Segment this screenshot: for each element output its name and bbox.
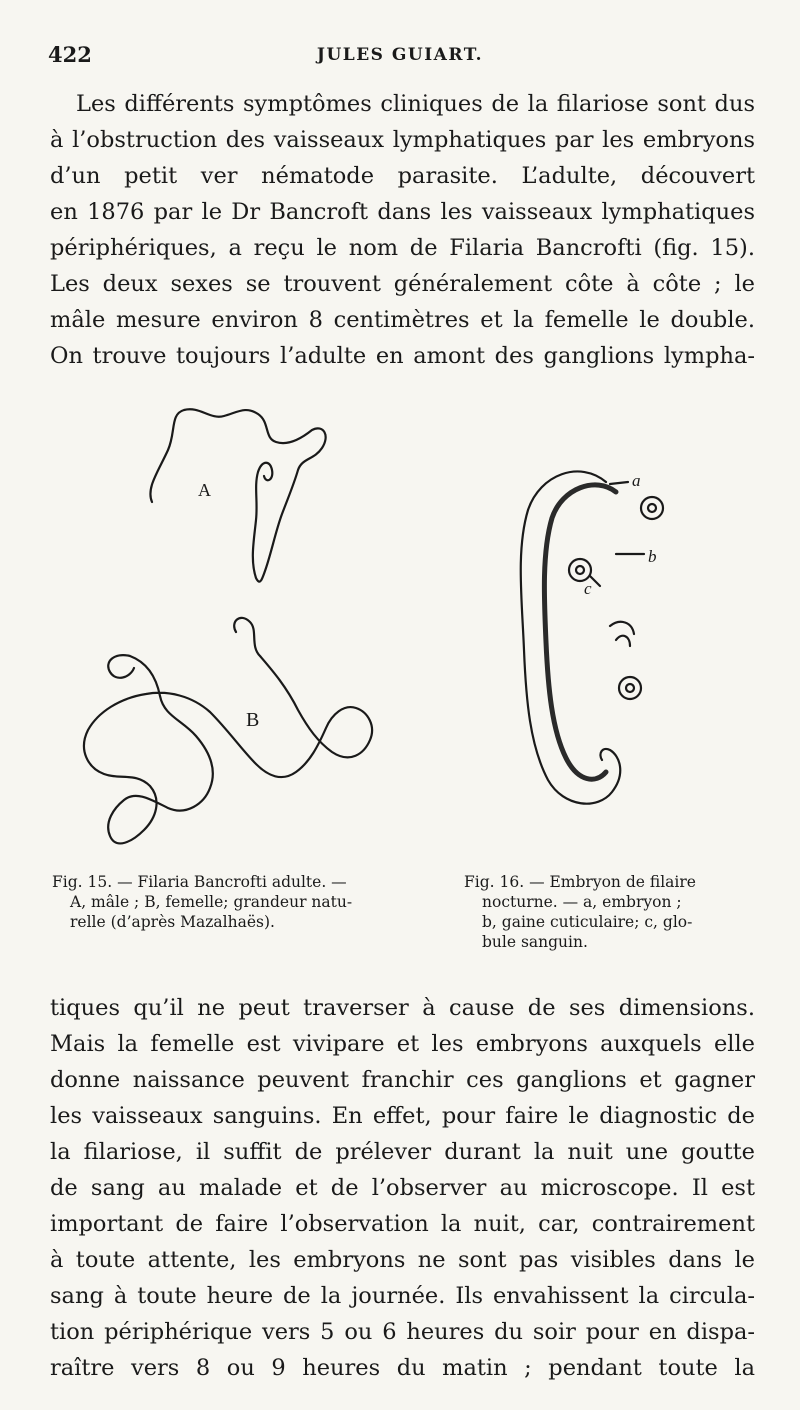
figures-block [50, 390, 755, 990]
page-number: 422 [48, 42, 92, 67]
figure-label-small-b: b [648, 547, 657, 566]
embryo-body-drawing [544, 485, 616, 779]
text-line: On trouve toujours l’adulte en amont des ganglions lympha- [50, 343, 755, 369]
caption-line: A, mâle ; B, femelle; grandeur natu- [70, 893, 353, 911]
text-line: Les deux sexes se trouvent généralement côte à côte ; le [50, 271, 755, 297]
caption-line: nocturne. — a, embryon ; [482, 893, 682, 911]
page-header [48, 42, 752, 72]
text-line: Les différents symptômes cliniques de la filariose sont dus [76, 91, 755, 117]
blood-globule-stack [610, 622, 634, 646]
text-line: raître vers 8 ou 9 heures du matin ; pendant toute la [50, 1355, 755, 1381]
caption-line: bule sanguin. [482, 933, 588, 951]
blood-globule [569, 559, 591, 581]
figure-label-small-c: c [584, 579, 592, 598]
text-line: donne naissance peuvent franchir ces ganglions et gagner [50, 1067, 755, 1093]
paragraph-2 [50, 990, 755, 1386]
figure-illustrations [50, 390, 755, 870]
text-line: les vaisseaux sanguins. En effet, pour faire le diagnostic de [50, 1103, 755, 1129]
caption-line: b, gaine cuticulaire; c, glo- [482, 913, 693, 931]
text-line: à l’obstruction des vaisseaux lymphatiques par les embryons [50, 127, 755, 153]
embryo-sheath-drawing [521, 471, 621, 803]
blood-globule [641, 497, 663, 519]
text-line: périphériques, a reçu le nom de Filaria Bancrofti (fig. 15). [50, 235, 755, 261]
text-line: tiques qu’il ne peut traverser à cause de ses dimensions. [50, 995, 755, 1021]
running-head: JULES GUIART. [316, 45, 484, 65]
caption-line: relle (d’après Mazalhaës). [70, 913, 275, 931]
blood-globule [619, 677, 641, 699]
paragraph-1 [50, 86, 755, 374]
text-line: de sang au malade et de l’observer au microscope. Il est [50, 1175, 755, 1201]
figure-label-a: A [198, 480, 211, 500]
text-line: tion périphérique vers 5 ou 6 heures du soir pour en dispa- [50, 1319, 755, 1345]
figure-15-caption [52, 872, 442, 932]
text-line: important de faire l’observation la nuit, car, contrairement [50, 1211, 755, 1237]
caption-line: Fig. 16. — Embryon de filaire [464, 873, 696, 891]
caption-line: Fig. 15. — Filaria Bancrofti adulte. — [52, 873, 347, 891]
figure-16-caption [464, 872, 756, 952]
text-line: d’un petit ver nématode parasite. L’adulte, découvert [50, 163, 755, 189]
text-line: en 1876 par le Dr Bancroft dans les vaisseaux lymphatiques [50, 199, 755, 225]
text-line: Mais la femelle est vivipare et les embryons auxquels elle [50, 1031, 755, 1057]
text-line: à toute attente, les embryons ne sont pas visibles dans le [50, 1247, 755, 1273]
male-worm-drawing [150, 409, 325, 581]
text-line: mâle mesure environ 8 centimètres et la femelle le double. [50, 307, 755, 333]
text-line: la filariose, il suffit de prélever durant la nuit une goutte [50, 1139, 755, 1165]
female-worm-drawing [84, 618, 372, 844]
text-line: sang à toute heure de la journée. Ils envahissent la circula- [50, 1283, 755, 1309]
figure-label-small-a: a [632, 471, 641, 490]
figure-label-b: B [246, 709, 260, 731]
